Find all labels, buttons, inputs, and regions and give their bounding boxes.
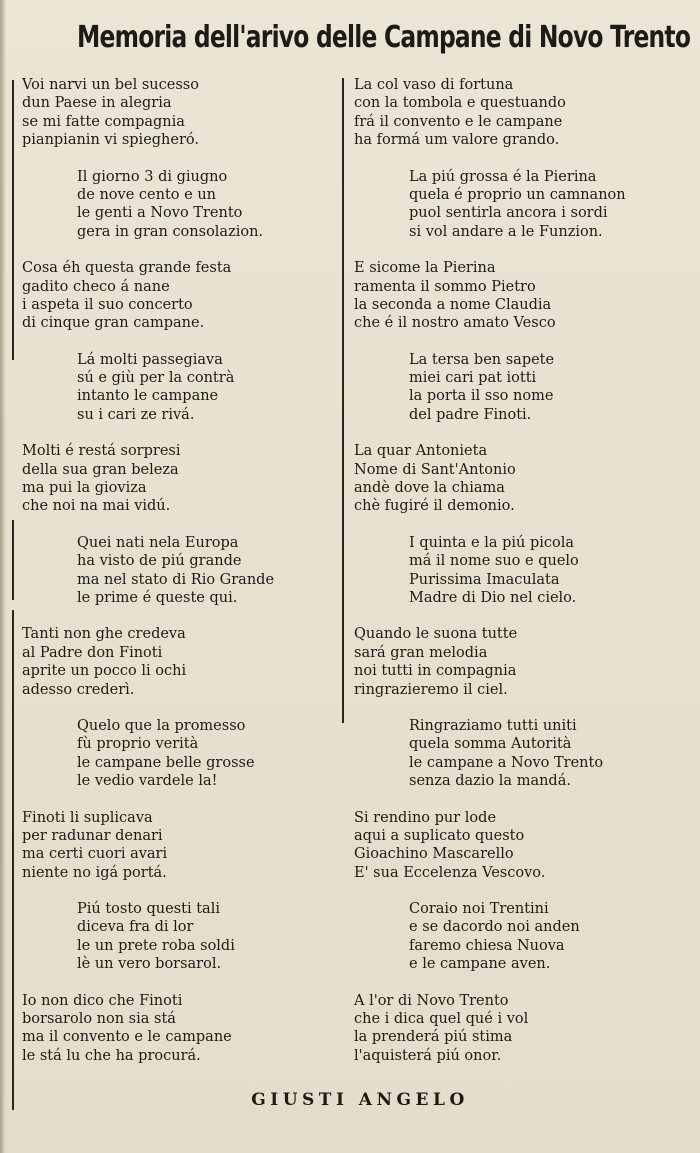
verse-line: che noi na mai vidú. (22, 498, 171, 515)
stanza (354, 717, 694, 791)
verse-line: la prenderá piú stima (354, 1029, 513, 1046)
verse-line: diceva fra di lor (77, 919, 194, 936)
verse-line: Molti é restá sorpresi (22, 443, 181, 460)
verse-line: ma certi cuori avari (22, 846, 168, 863)
author-name: GIUSTI ANGELO (251, 1090, 469, 1110)
stanza (22, 76, 340, 150)
verse-line: si vol andare a le Funzion. (409, 223, 603, 240)
verse-line: le un prete roba soldi (77, 937, 235, 954)
verse-line: Gioachino Mascarello (354, 846, 514, 863)
verse-line: Piú tosto questi tali (77, 901, 220, 918)
stanza (22, 717, 340, 791)
verse-line: aprite un pocco li ochi (22, 663, 187, 680)
verse-line: le campane a Novo Trento (409, 754, 604, 771)
column-divider (342, 78, 344, 723)
margin-rule-middle (12, 520, 14, 600)
verse-line: puol sentirla ancora i sordi (409, 205, 608, 222)
verse-line: del padre Finoti. (409, 406, 532, 423)
stanza (22, 168, 340, 242)
stanza (22, 442, 340, 516)
stanza (354, 259, 694, 333)
stanza (22, 534, 340, 608)
stanza (22, 259, 340, 333)
page-edge (0, 0, 6, 1153)
verse-line: Il giorno 3 di giugno (77, 168, 228, 185)
verse-line: La quar Antonieta (354, 443, 488, 460)
verse-line: per radunar denari (22, 827, 163, 844)
verse-line: i aspeta il suo concerto (22, 296, 193, 313)
stanza (22, 351, 340, 425)
stanza (354, 992, 694, 1066)
verse-line: ma nel stato di Rio Grande (77, 571, 275, 588)
stanza (354, 534, 694, 608)
stanza (354, 168, 694, 242)
verse-line: Si rendino pur lode (354, 809, 497, 826)
verse-line: Io non dico che Finoti (22, 992, 183, 1009)
verse-line: chè fugiré il demonio. (354, 498, 515, 515)
verse-line: con la tombola e questuando (354, 95, 566, 112)
verse-line: Purissima Imaculata (409, 571, 560, 588)
stanza (354, 76, 694, 150)
verse-line: fù proprio verità (77, 736, 199, 753)
verse-line: frá il convento e le campane (354, 113, 563, 130)
verse-line: Finoti li suplicava (22, 809, 153, 826)
verse-line: I quinta e la piú picola (409, 534, 575, 551)
verse-line: intanto le campane (77, 388, 219, 405)
verse-line: Voi narvi un bel sucesso (22, 77, 199, 93)
verse-line: A l'or di Novo Trento (354, 992, 509, 1009)
verse-line: ma pui la gioviza (22, 480, 147, 497)
verse-line: faremo chiesa Nuova (409, 937, 565, 954)
verse-line: borsarolo non sia stá (22, 1011, 176, 1028)
verse-line: che é il nostro amato Vesco (354, 315, 556, 332)
verse-line: La col vaso di fortuna (354, 77, 514, 93)
stanza (22, 625, 340, 699)
verse-line: quela somma Autorità (409, 736, 572, 753)
verse-line: Lá molti passegiava (77, 351, 223, 368)
verse-line: ma il convento e le campane (22, 1029, 232, 1046)
verse-line: ringrazieremo il ciel. (354, 681, 508, 698)
verse-line: Coraio noi Trentini (409, 901, 549, 918)
right-column (354, 76, 694, 1083)
verse-line: Nome di Sant'Antonio (354, 461, 516, 478)
verse-line: Quei nati nela Europa (77, 534, 239, 551)
verse-line: ramenta il sommo Pietro (354, 278, 536, 295)
verse-line: della sua gran beleza (22, 461, 179, 478)
verse-line: che i dica quel qué i vol (354, 1011, 529, 1028)
verse-line: Cosa éh questa grande festa (22, 260, 232, 277)
verse-line: lè un vero borsarol. (77, 956, 222, 973)
verse-line: le stá lu che ha procurá. (22, 1047, 201, 1064)
verse-line: Tanti non ghe credeva (22, 626, 186, 643)
verse-line: má il nome suo e quelo (409, 553, 579, 570)
stanza (22, 809, 340, 883)
verse-line: se mi fatte compagnia (22, 113, 185, 130)
verse-line: gadito checo á nane (22, 278, 170, 295)
verse-line: miei cari pat iotti (409, 370, 537, 387)
verse-line: E sicome la Pierina (354, 260, 496, 277)
poem-title: Memoria dell'arivo delle Campane di Novo Trento (77, 20, 691, 55)
stanza (354, 351, 694, 425)
verse-line: le genti a Novo Trento (77, 205, 243, 222)
verse-line: di cinque gran campane. (22, 315, 205, 332)
verse-line: pianpianin vi spiegheró. (22, 132, 199, 149)
verse-line: Quelo que la promesso (77, 717, 246, 734)
verse-line: La piú grossa é la Pierina (409, 168, 597, 185)
verse-line: Quando le suona tutte (354, 626, 518, 643)
verse-line: dun Paese in alegria (22, 95, 172, 112)
stanza (354, 442, 694, 516)
verse-line: le vedio vardele la! (77, 773, 218, 790)
verse-line: La tersa ben sapete (409, 351, 555, 368)
verse-line: quela é proprio un camnanon (409, 186, 626, 203)
verse-line: Madre di Dio nel cielo. (409, 589, 577, 606)
verse-line: e le campane aven. (409, 956, 551, 973)
verse-line: sú e giù per la contrà (77, 370, 235, 387)
verse-line: l'aquisterá piú onor. (354, 1047, 502, 1064)
verse-line: de nove cento e un (77, 186, 216, 203)
verse-line: al Padre don Finoti (22, 644, 163, 661)
verse-line: la seconda a nome Claudia (354, 296, 552, 313)
verse-line: noi tutti in compagnia (354, 663, 517, 680)
verse-line: Ringraziamo tutti uniti (409, 717, 577, 734)
verse-line: andè dove la chiama (354, 480, 505, 497)
verse-line: la porta il sso nome (409, 388, 554, 405)
verse-line: senza dazio la mandá. (409, 773, 571, 790)
margin-rule-top (12, 80, 14, 360)
stanza (354, 900, 694, 974)
verse-line: le campane belle grosse (77, 754, 255, 771)
stanza (22, 900, 340, 974)
verse-line: niente no igá portá. (22, 864, 167, 881)
verse-line: sará gran melodia (354, 644, 488, 661)
verse-line: ha visto de piú grande (77, 553, 242, 570)
verse-line: e se dacordo noi anden (409, 919, 580, 936)
verse-line: gera in gran consolazion. (77, 223, 264, 240)
verse-line: adesso crederì. (22, 681, 135, 698)
verse-line: aqui a suplicato questo (354, 827, 525, 844)
left-column (22, 76, 340, 1083)
verse-line: le prime é queste qui. (77, 589, 238, 606)
verse-line: E' sua Eccelenza Vescovo. (354, 864, 546, 881)
stanza (354, 809, 694, 883)
verse-line: ha formá um valore grando. (354, 132, 560, 149)
verse-line: su i cari ze rivá. (77, 406, 195, 423)
stanza (354, 625, 694, 699)
stanza (22, 992, 340, 1066)
margin-rule-bottom (12, 610, 14, 1110)
